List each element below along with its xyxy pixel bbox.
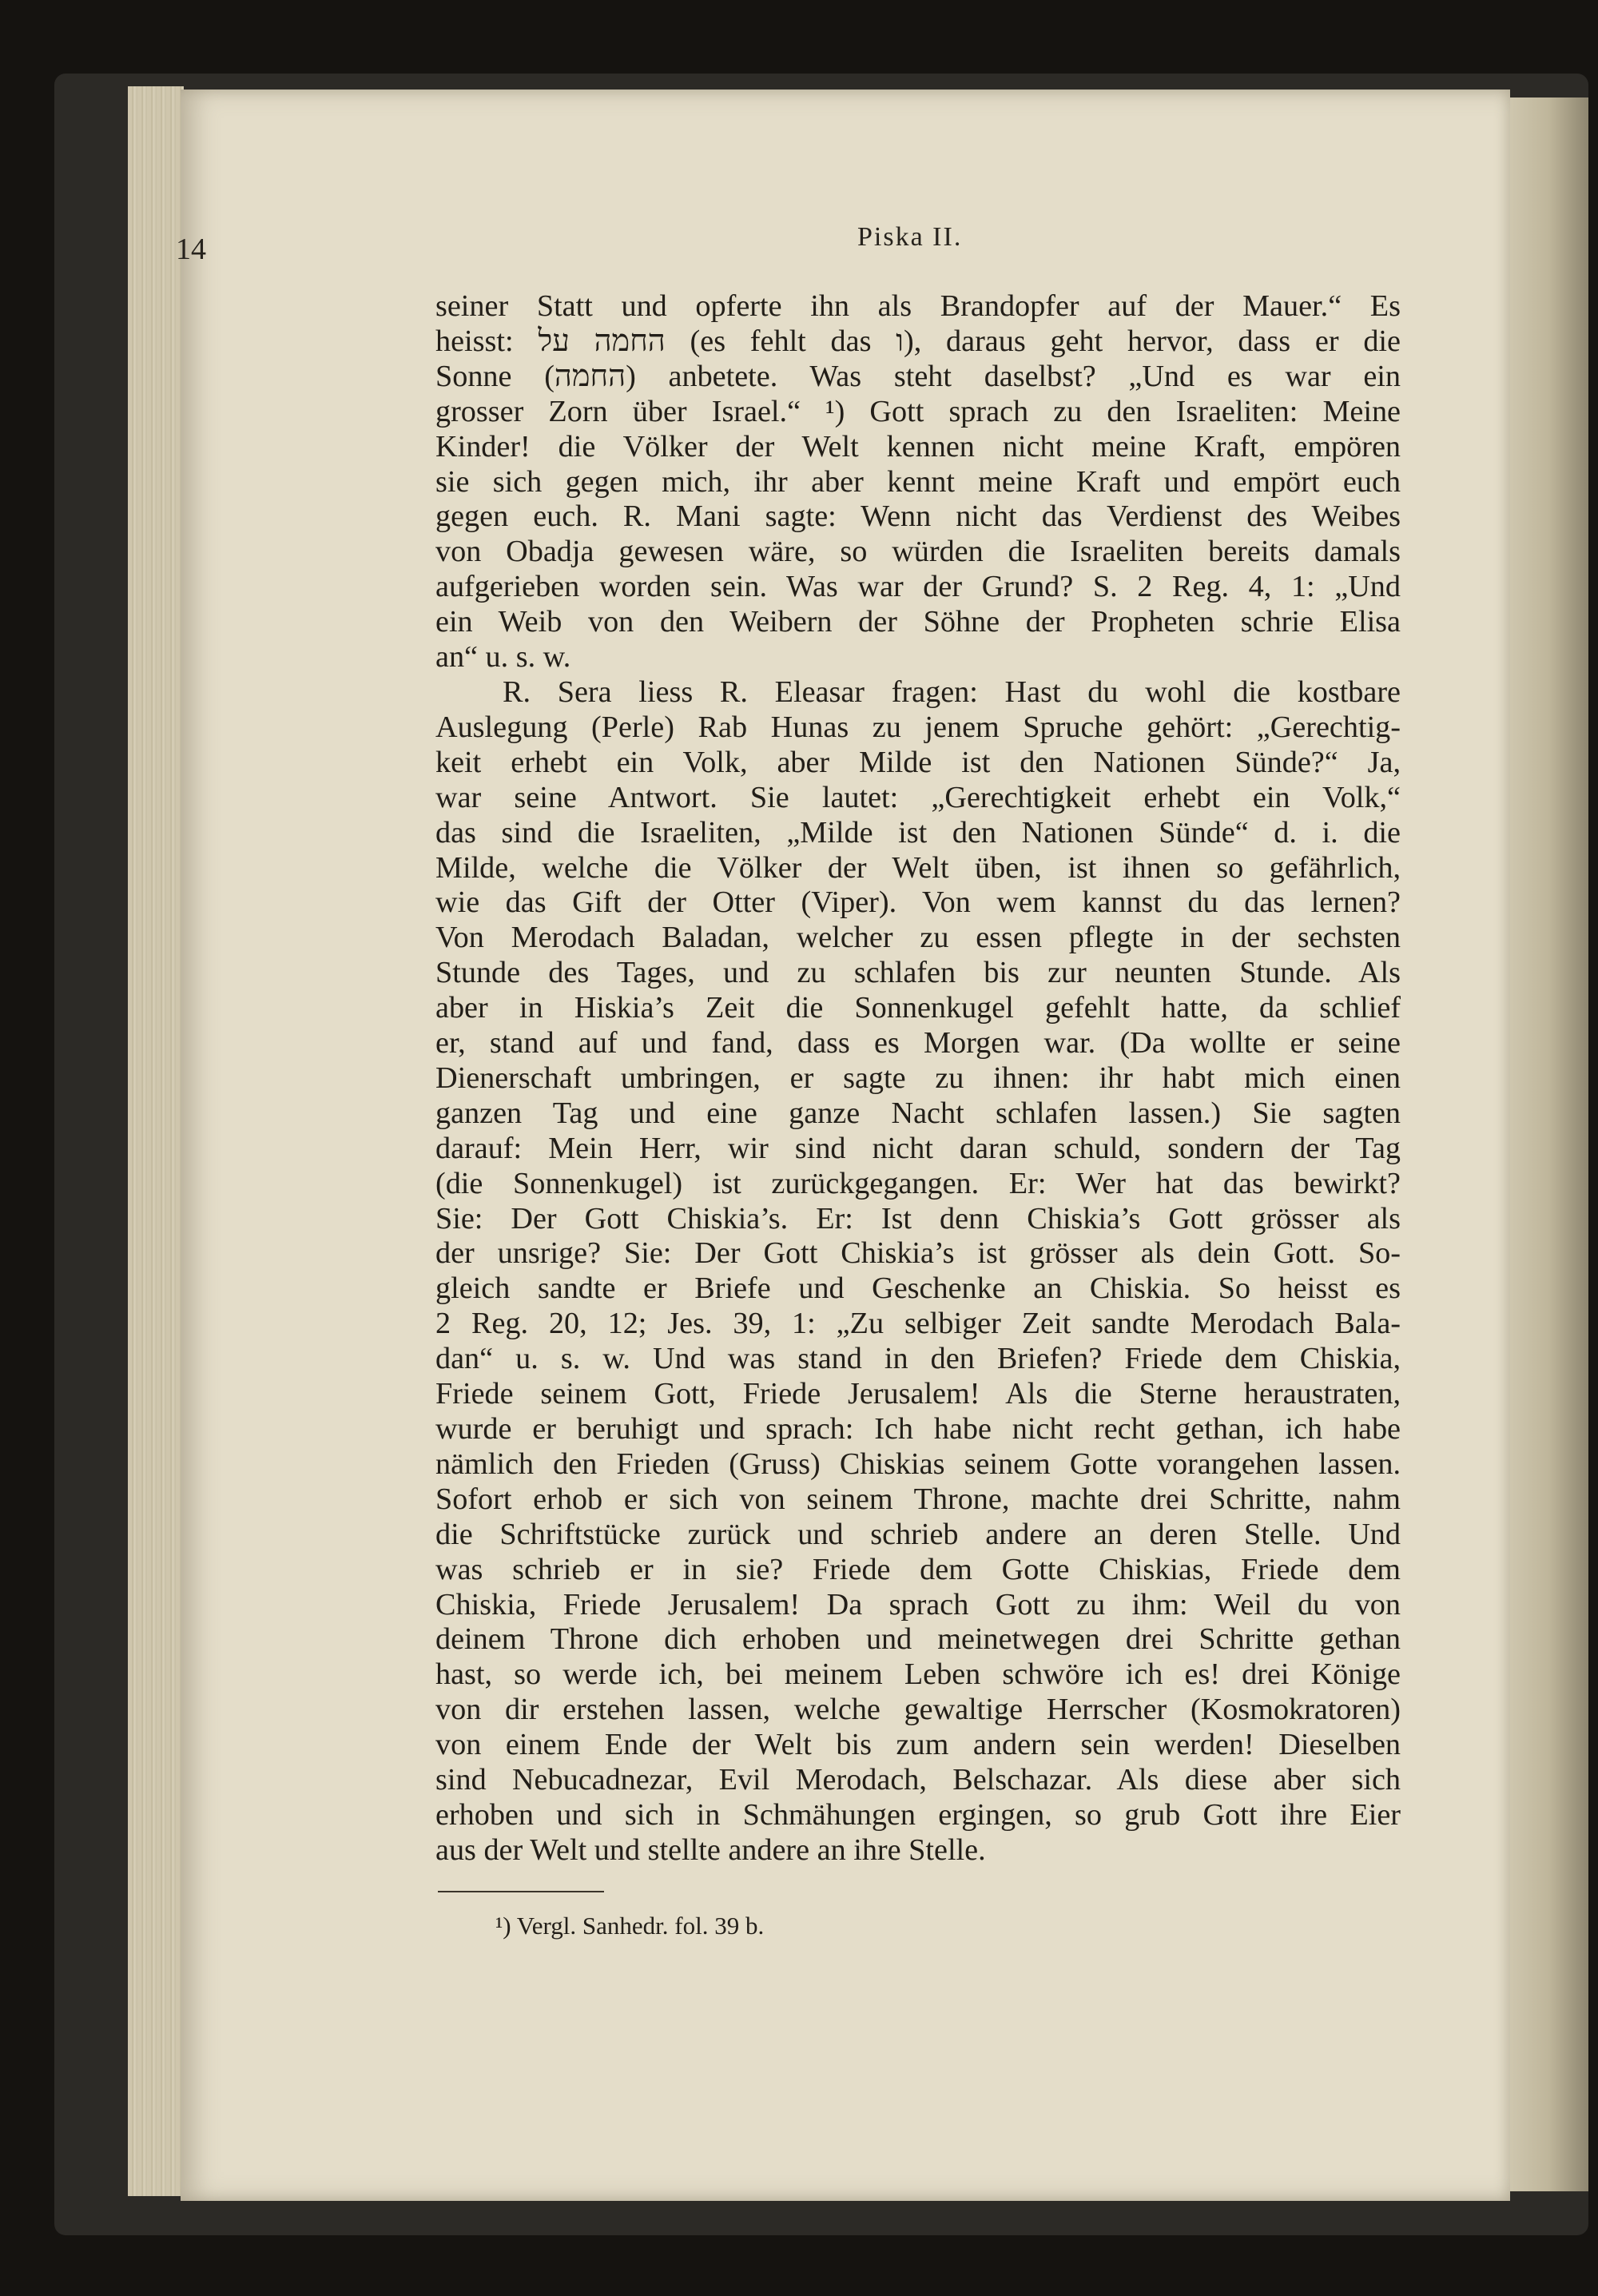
text-line: Sie: Der Gott Chiskia’s. Er: Ist denn Chiskia’s Gott grösser als	[435, 1201, 1401, 1236]
text-line: die Schriftstücke zurück und schrieb andere an deren Stelle. Und	[435, 1517, 1401, 1551]
text-line: aufgerieben worden sein. Was war der Grund? S. 2 Reg. 4, 1: „Und	[435, 570, 1401, 604]
text-line: keit erhebt ein Volk, aber Milde ist den Nationen Sünde?“ Ja,	[435, 745, 1401, 779]
text-line: von einem Ende der Welt bis zum andern sein werden! Dieselben	[435, 1728, 1401, 1762]
text-line: dan“ u. s. w. Und was stand in den Briefen? Friede dem Chiskia,	[435, 1342, 1401, 1376]
text-line: hast, so werde ich, bei meinem Leben schwöre ich es! drei Könige	[435, 1657, 1401, 1692]
text-line: Sonne (החמה) anbetete. Was steht daselbst? „Und es war ein	[435, 359, 1401, 393]
page-edges-right	[1509, 97, 1588, 2191]
text-line: Dienerschaft umbringen, er sagte zu ihnen: ihr habt mich einen	[435, 1060, 1401, 1095]
text-line: sie sich gegen mich, ihr aber kennt meine Kraft und empört euch	[435, 464, 1401, 499]
text-line: war seine Antwort. Sie lautet: „Gerechtigkeit erhebt ein Volk,“	[435, 780, 1401, 814]
text-line: von dir erstehen lassen, welche gewaltige Herrscher (Kosmokratoren)	[435, 1693, 1401, 1727]
running-head: Piska II.	[857, 222, 963, 252]
text-line: aber in Hiskia’s Zeit die Sonnenkugel gefehlt hatte, da schlief	[435, 991, 1401, 1025]
text-line: grosser Zorn über Israel.“ ¹) Gott sprach zu den Israeliten: Meine	[435, 394, 1401, 428]
text-line: nämlich den Frieden (Gruss) Chiskias seinem Gotte vorangehen lassen.	[435, 1446, 1401, 1481]
text-line: Sofort erhob er sich von seinem Throne, machte drei Schritte, nahm	[435, 1482, 1401, 1516]
text-line: Auslegung (Perle) Rab Hunas zu jenem Spruche gehört: „Gerechtig-	[435, 710, 1401, 744]
text-line: er, stand auf und fand, dass es Morgen war. (Da wollte er seine	[435, 1026, 1401, 1060]
text-line: wie das Gift der Otter (Viper). Von wem kannst du das lernen?	[435, 885, 1401, 920]
text-line: Stunde des Tages, und zu schlafen bis zur neunten Stunde. Als	[435, 956, 1401, 990]
text-line: deinem Throne dich erhoben und meinetwegen drei Schritte gethan	[435, 1622, 1401, 1657]
footnote-rule	[438, 1891, 604, 1892]
text-line: seiner Statt und opferte ihn als Brandopfer auf der Mauer.“ Es	[435, 289, 1401, 323]
text-line: von Obadja gewesen wäre, so würden die Israeliten bereits damals	[435, 535, 1401, 569]
text-line: sind Nebucadnezar, Evil Merodach, Belschazar. Als diese aber sich	[435, 1763, 1401, 1797]
text-line: gegen euch. R. Mani sagte: Wenn nicht das Verdienst des Weibes	[435, 499, 1401, 534]
text-line: ganzen Tag und eine ganze Nacht schlafen lassen.) Sie sagten	[435, 1096, 1401, 1130]
text-line: ein Weib von den Weibern der Söhne der Propheten schrie Elisa	[435, 605, 1401, 639]
text-line: Chiskia, Friede Jerusalem! Da sprach Gott zu ihm: Weil du von	[435, 1587, 1401, 1622]
page-edges-left	[128, 86, 184, 2196]
text-line: R. Sera liess R. Eleasar fragen: Hast du wohl die kostbare	[503, 674, 1401, 709]
text-line: Kinder! die Völker der Welt kennen nicht meine Kraft, empören	[435, 429, 1401, 464]
text-line: wurde er beruhigt und sprach: Ich habe nicht recht gethan, ich habe	[435, 1412, 1401, 1446]
text-line: erhoben und sich in Schmähungen ergingen, so grub Gott ihre Eier	[435, 1797, 1401, 1832]
text-line: an“ u. s. w.	[435, 640, 571, 674]
text-line: Von Merodach Baladan, welcher zu essen pflegte in der sechsten	[435, 921, 1401, 955]
footnote: ¹) Vergl. Sanhedr. fol. 39 b.	[495, 1912, 765, 1940]
text-line: 2 Reg. 20, 12; Jes. 39, 1: „Zu selbiger Zeit sandte Merodach Bala-	[435, 1307, 1401, 1341]
text-line: Milde, welche die Völker der Welt üben, ist ihnen so gefährlich,	[435, 850, 1401, 885]
text-line: darauf: Mein Herr, wir sind nicht daran schuld, sondern der Tag	[435, 1131, 1401, 1165]
body-text	[435, 289, 1401, 1868]
text-line: (die Sonnenkugel) ist zurückgegangen. Er: Wer hat das bewirkt?	[435, 1166, 1401, 1200]
text-line: was schrieb er in sie? Friede dem Gotte Chiskias, Friede dem	[435, 1552, 1401, 1586]
page-number: 14	[176, 233, 206, 266]
text-line: heisst: החמה על (es fehlt das ו), daraus geht hervor, dass er die	[435, 324, 1401, 358]
text-line: das sind die Israeliten, „Milde ist den Nationen Sünde“ d. i. die	[435, 815, 1401, 850]
text-line: gleich sandte er Briefe und Geschenke an Chiskia. So heisst es	[435, 1271, 1401, 1306]
text-line: der unsrige? Sie: Der Gott Chiskia’s ist grösser als dein Gott. So-	[435, 1236, 1401, 1271]
text-line: aus der Welt und stellte andere an ihre Stelle.	[435, 1832, 986, 1867]
text-line: Friede seinem Gott, Friede Jerusalem! Als die Sterne heraustraten,	[435, 1377, 1401, 1411]
